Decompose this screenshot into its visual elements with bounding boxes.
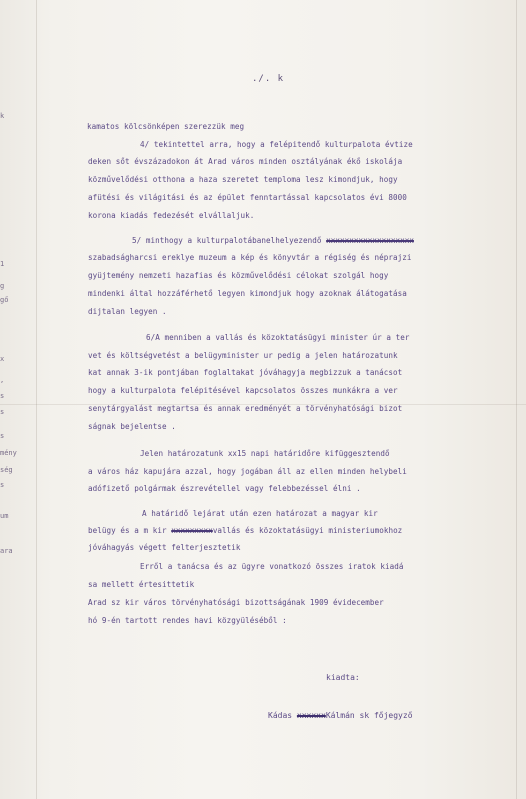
bleed-fragment: s (0, 408, 5, 416)
bleed-fragment: um (0, 512, 9, 520)
text-line: korona kiadás fedezését elvállaljuk. (88, 211, 255, 220)
text-line: senytárgyalást megtartsa és annak eredményét a törvényhatósági bizot (88, 404, 403, 413)
text-line (88, 526, 402, 535)
bleed-fragment: ara (0, 547, 13, 555)
signature-line (268, 711, 413, 720)
text-line: kat annak 3-ik pontjában foglaltakat jóváhagyja megbizzuk a tanácsot (88, 368, 403, 377)
text-line: szabadságharcsi ereklye muzeum a kép és könyvtár a régiség és néprajzi (88, 253, 412, 262)
page-number: ./. k (252, 74, 285, 84)
text-line-part: belügy és a m kir (88, 526, 172, 535)
bleed-fragment: ség (0, 466, 13, 474)
text-line: Arad sz kir város törvényhatósági bizottságának 1909 évidecember (88, 598, 384, 607)
bleed-fragment: gő (0, 296, 9, 304)
text-line: dijtalan legyen . (88, 307, 167, 316)
bleed-fragment: 1 (0, 260, 5, 268)
bleed-fragment: g (0, 282, 5, 290)
text-line: 4/ tekintettel arra, hogy a felépitendő kulturpalota évtize (140, 140, 413, 149)
text-line: Jelen határozatunk xx15 napi határidőre kifüggesztendő (140, 449, 390, 458)
struck-out-text: xxxxxxxxx (171, 526, 213, 535)
signature-suffix: Kálmán sk főjegyző (325, 711, 413, 720)
text-line: afütési és világitási és az épület fenntartással kapcsolatos évi 8000 (88, 193, 407, 202)
text-line: jóváhagyás végett felterjesztetik (88, 543, 241, 552)
signature-prefix: Kádas (268, 711, 297, 720)
bleed-fragment: , (0, 376, 5, 384)
bleed-fragment: k (0, 112, 5, 120)
struck-out-text: xxxxxx (296, 711, 326, 720)
text-line (132, 236, 414, 245)
bleed-fragment: s (0, 392, 5, 400)
bleed-fragment: s (0, 432, 5, 440)
bleed-fragment: mény (0, 449, 17, 457)
text-line: közművelődési otthona a haza szeretet temploma lesz kimondjuk, hogy (88, 175, 398, 184)
kiadta-label: kiadta: (326, 673, 360, 682)
bleed-fragment: x (0, 355, 5, 363)
text-line: adófizető polgármak észrevétellel vagy felebbezéssel élni . (88, 484, 361, 493)
text-line: A határidő lejárat után ezen határozat a magyar kir (142, 509, 378, 518)
paper-edge-right (516, 0, 517, 799)
text-line: deken sőt évszázadokon át Arad város minden osztályának ékő iskolája (88, 157, 403, 166)
text-line: 6/A menniben a vallás és közoktatásügyi minister úr a ter (146, 333, 410, 342)
text-line: Erről a tanácsa és az ügyre vonatkozó összes iratok kiadá (140, 562, 404, 571)
text-line: gyüjtemény nemzeti hazafias és közművelődési célokat szolgál hogy (88, 271, 389, 280)
text-line: hogy a kulturpalota felépitésével kapcsolatos összes munkákra a ver (88, 386, 398, 395)
text-line: vet és költségvetést a belügyminister ur pedig a jelen határozatunk (88, 351, 398, 360)
left-bleed-through-text (0, 0, 26, 799)
text-line: a város ház kapujára azzal, hogy jogában áll az ellen minden helybeli (88, 467, 407, 476)
bleed-fragment: s (0, 481, 5, 489)
text-line: mindenki által hozzáférhető legyen kimondjuk hogy azoknak álátogatása (88, 289, 407, 298)
text-line-part: vallás és közoktatásügyi ministeriumokhoz (212, 526, 403, 535)
struck-out-text: xxxxxxxxxxxxxxxxxxx (326, 236, 414, 245)
text-line: hó 9-én tartott rendes havi közgyüléséből : (88, 616, 287, 625)
text-line: sa mellett értesittetik (88, 580, 195, 589)
text-line: ságnak bejelentse . (88, 422, 176, 431)
text-line: kamatos kölcsönképen szerezzük meg (87, 122, 245, 131)
paper-fold-vertical (36, 0, 37, 799)
text-line-part: 5/ minthogy a kulturpalotábanelhelyezendő (132, 236, 327, 245)
